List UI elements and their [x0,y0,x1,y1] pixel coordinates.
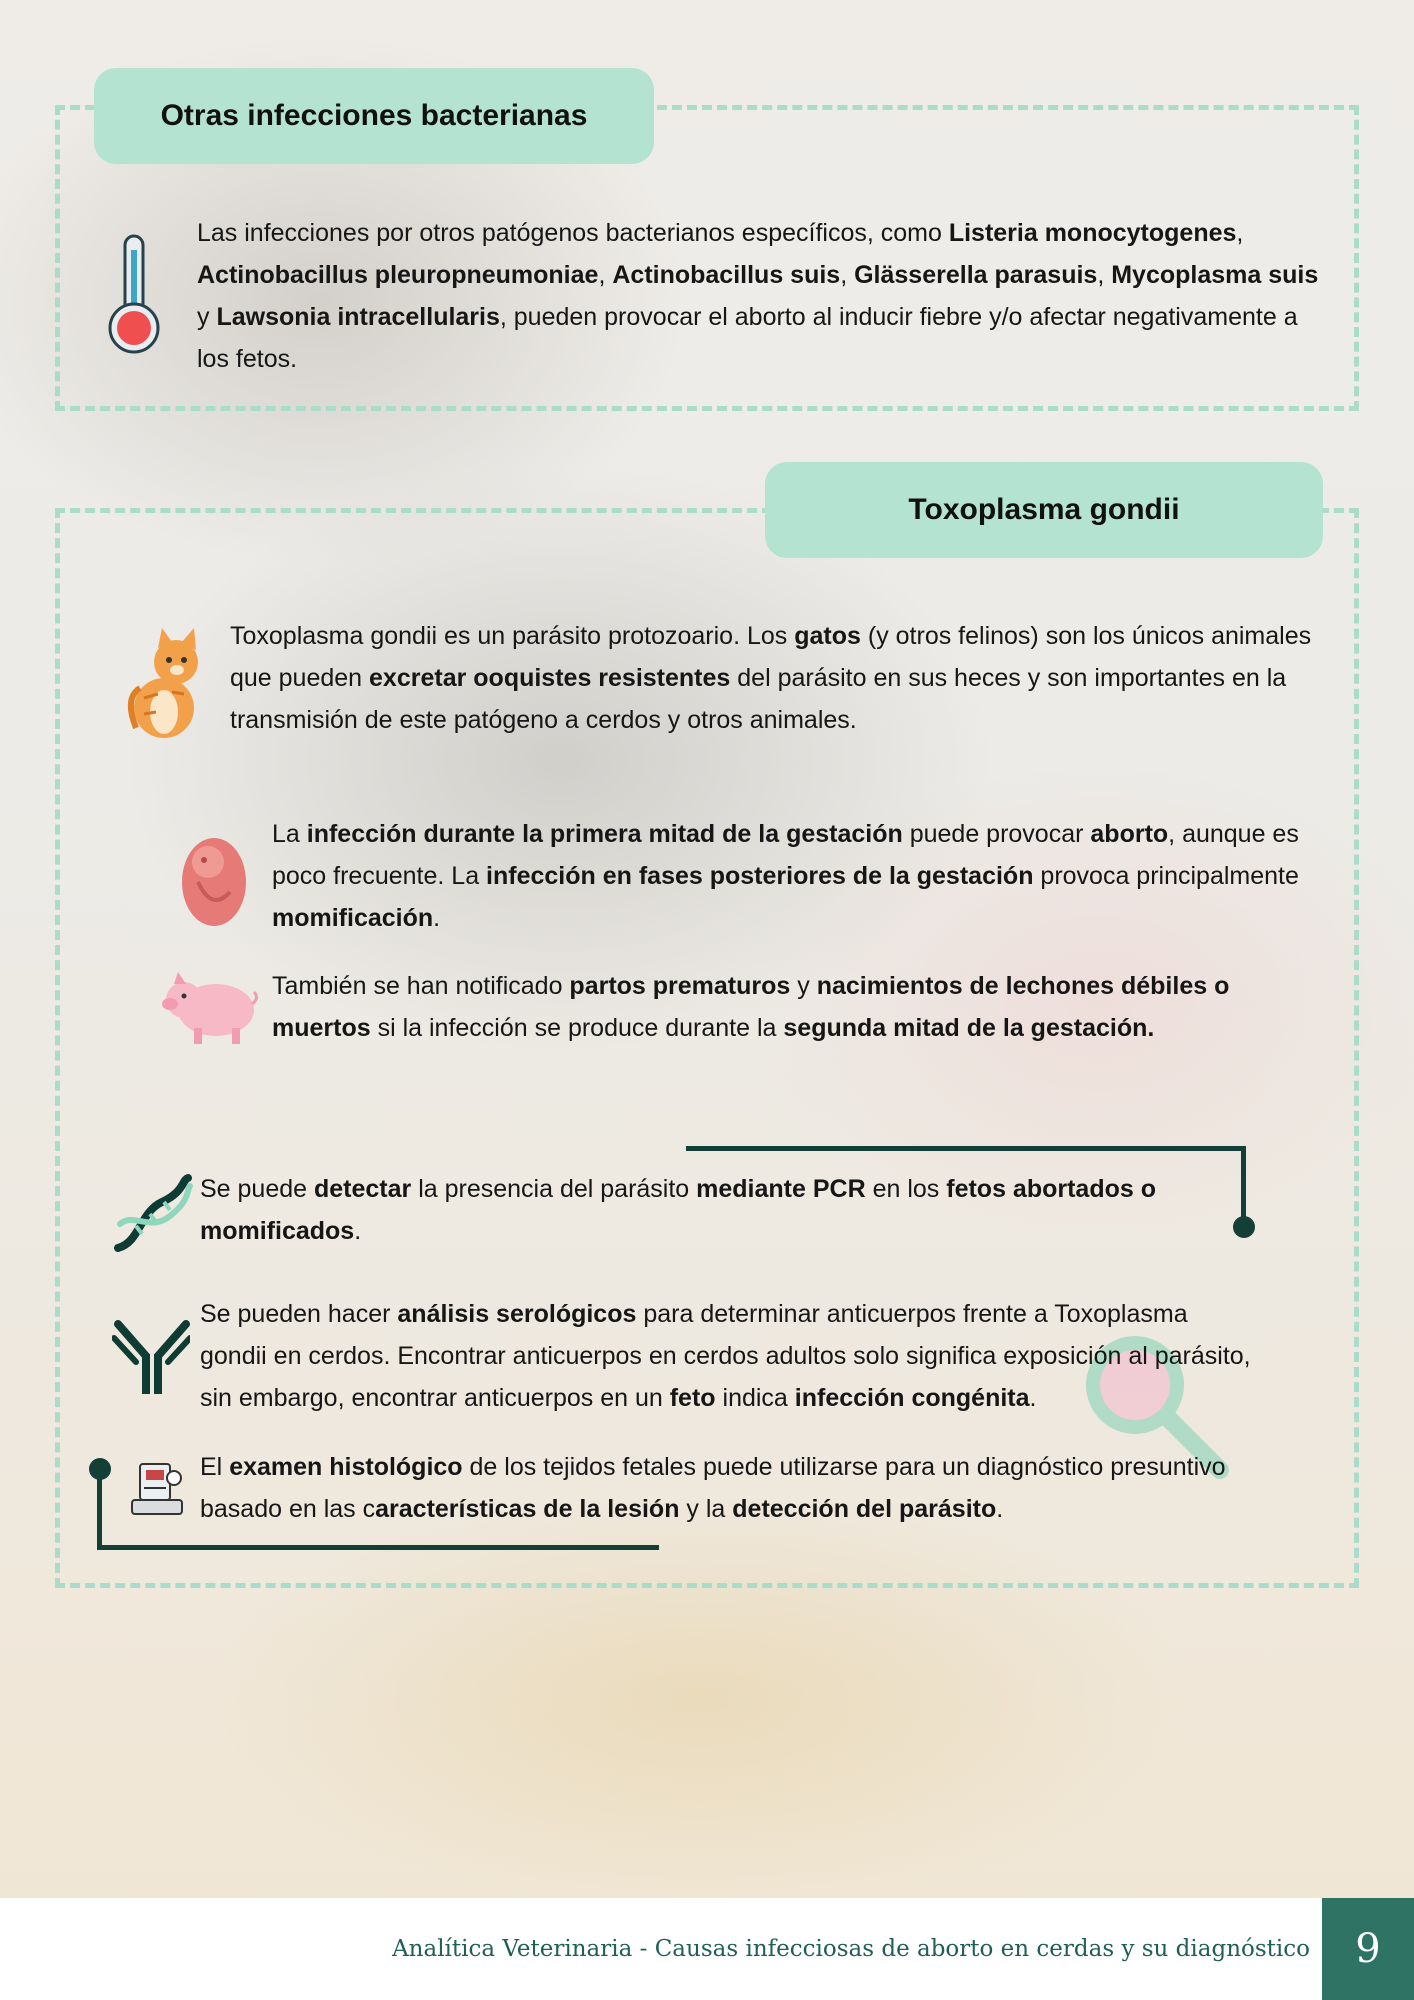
bold-segment: detectar [314,1175,412,1203]
text-segment: Se pueden hacer [200,1300,398,1328]
paragraph-toxoplasma-intro [230,615,1330,741]
text-segment: , [1097,261,1112,289]
text-segment: y la [679,1495,733,1523]
text-segment: . [996,1495,1004,1523]
text-segment: del parásito en sus heces y son importantes en la transmisión de este patógeno a cerdos y otros animales. [230,664,1287,734]
text-segment: la presencia del parásito [411,1175,697,1203]
text-segment: , [840,261,855,289]
text-segment: (y otros felinos) son los únicos animales que pueden [230,622,1312,692]
text-segment: Las infecciones por otros patógenos bacterianos específicos, como [197,219,949,247]
antibody-icon [112,1310,190,1396]
bold-segment: Actinobacillus suis [612,261,841,289]
section-title-toxoplasma-text: Toxoplasma gondii [908,493,1180,526]
text-segment: También se han notificado [272,972,570,1000]
paragraph-gestation-first-half [272,813,1334,939]
page-number [1322,1898,1414,2000]
text-segment: en los [865,1175,947,1203]
text-segment: y [197,303,217,331]
bold-segment: Mycoplasma suis [1111,261,1319,289]
bold-segment: partos prematuros [569,972,791,1000]
text-segment: Se puede [200,1175,314,1203]
bold-segment: Actinobacillus pleuropneumoniae [197,261,599,289]
bold-segment: fetos abortados o momificados [200,1175,1156,1245]
pig-icon [160,970,260,1046]
text-segment: Toxoplasma gondii es un parásito protozoario. Los [230,622,795,650]
bold-segment: detección del parásito [732,1495,997,1523]
bold-segment: análisis serológicos [397,1300,637,1328]
bold-segment: segunda mitad de la gestación. [783,1014,1155,1042]
bold-segment: momificación [272,904,434,932]
paragraph-premature-births [272,965,1334,1049]
dna-icon [110,1172,194,1256]
embryo-icon [178,832,248,928]
text-segment: si la infección se produce durante la [370,1014,784,1042]
text-segment: provoca principalmente [1033,862,1299,890]
text-segment: La [272,820,307,848]
footer-title: Analítica Veterinaria - Causas infecciosas de aborto en cerdas y su diagnóstico [392,1936,1310,1962]
bold-segment: Listeria monocytogenes [948,219,1237,247]
text-segment: . [354,1217,362,1245]
bold-segment: infección durante la primera mitad de la gestación [306,820,903,848]
paragraph-serology [200,1293,1260,1419]
text-segment: . [433,904,441,932]
bold-segment: feto [669,1384,716,1412]
text-segment: y [790,972,817,1000]
bold-segment: examen histológico [229,1453,463,1481]
bold-segment: infección en fases posteriores de la gestación [486,862,1034,890]
bold-segment: excretar ooquistes resistentes [369,664,731,692]
text-segment: , [598,261,613,289]
text-segment: puede provocar [902,820,1091,848]
bold-segment: infección congénita [794,1384,1030,1412]
text-segment: de los tejidos fetales puede utilizarse para un diagnóstico presuntivo basado en las c [200,1453,1226,1523]
decorative-dot-top [1233,1216,1255,1238]
bold-segment: aracterísticas de la lesión [375,1495,680,1523]
cat-icon [124,628,206,740]
text-segment: , pueden provocar el aborto al inducir fiebre y/o afectar negativamente a los fetos. [197,303,1298,373]
text-segment: . [1029,1384,1037,1412]
section-title-bacterial-text: Otras infecciones bacterianas [160,99,588,132]
page-number-text: 9 [1355,1926,1381,1972]
bold-segment: aborto [1090,820,1169,848]
paragraph-pcr-detection [200,1168,1200,1252]
thermometer-icon [104,232,164,358]
section-title-toxoplasma [765,462,1323,558]
bold-segment: Glässerella parasuis [854,261,1098,289]
bold-segment: gatos [794,622,861,650]
decorative-dot-bottom [89,1458,111,1480]
paragraph-histology [200,1446,1260,1530]
text-segment: para determinar anticuerpos frente a Toxoplasma gondii en cerdos. Encontrar anticuerpos en cerdos adultos solo significa exposición al parásito, sin embargo, encontrar anticuerpos en un [200,1300,1251,1412]
text-segment: indica [715,1384,795,1412]
microtome-icon [128,1456,186,1518]
text-segment: , aunque es poco frecuente. La [272,820,1299,890]
section-title-bacterial [94,68,654,164]
bold-segment: mediante PCR [696,1175,866,1203]
text-segment: El [200,1453,230,1481]
paragraph-bacterial-pathogens [197,212,1319,380]
bold-segment: Lawsonia intracellularis [216,303,500,331]
text-segment: , [1236,219,1244,247]
bold-segment: nacimientos de lechones débiles o muertos [272,972,1230,1042]
